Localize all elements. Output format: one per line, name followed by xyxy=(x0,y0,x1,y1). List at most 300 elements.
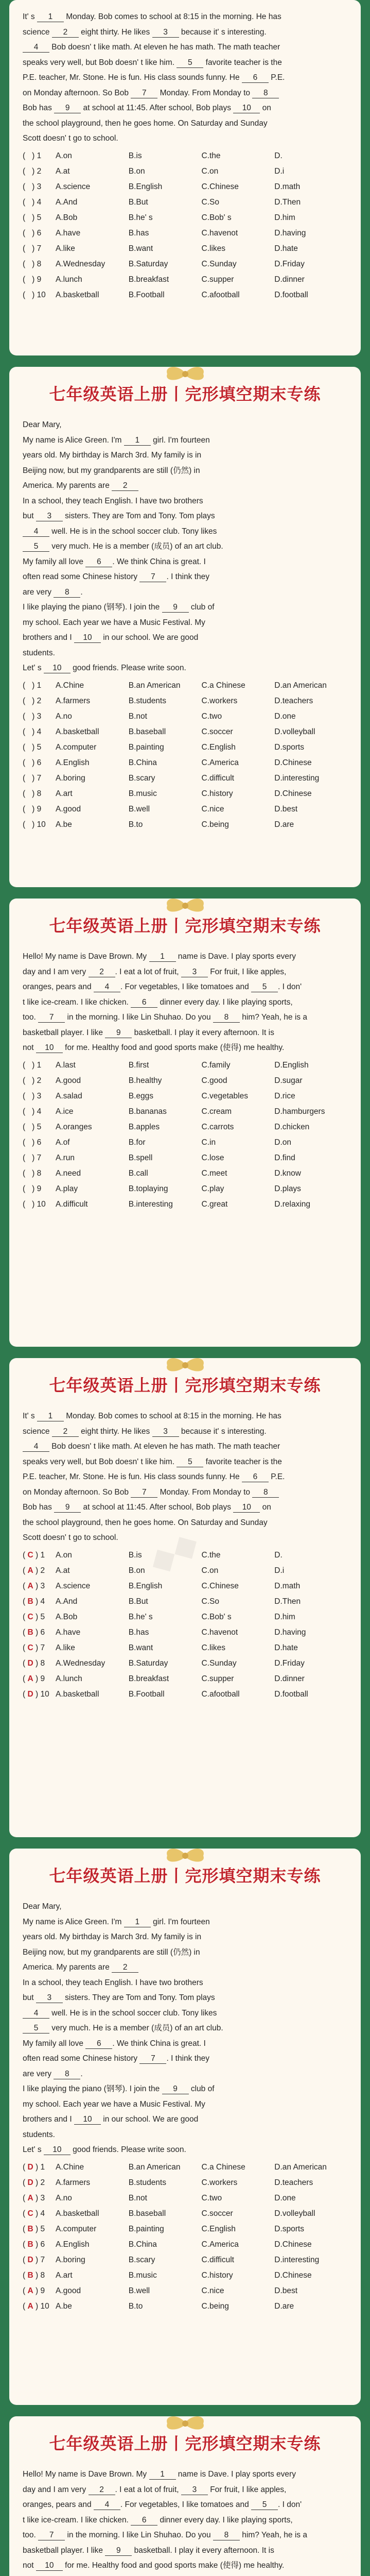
answer-bracket: ( D ) 2 xyxy=(23,2178,45,2187)
question-number: 7 xyxy=(40,1643,45,1652)
option-choice: A.Bob xyxy=(56,213,78,222)
text-segment: sisters. They are Tom and Tony. Tom plays xyxy=(62,512,215,520)
option-choice: D.one xyxy=(274,2193,296,2202)
option-choice: D.having xyxy=(274,228,306,238)
option-choice: A.computer xyxy=(56,2224,97,2233)
passage-line xyxy=(23,979,347,995)
option-choice: B.for xyxy=(128,1138,146,1147)
option-row xyxy=(23,755,347,771)
passage-line xyxy=(23,660,347,676)
option-choice: B.an American xyxy=(128,2162,181,2172)
text-segment: . I think they xyxy=(166,572,210,581)
passage-line xyxy=(23,539,347,554)
option-choice: A.And xyxy=(56,1597,78,1606)
text-segment: often read some Chinese history xyxy=(23,2054,140,2063)
option-choice: C.good xyxy=(201,1076,227,1085)
option-row xyxy=(23,802,347,817)
blank-number: 8 xyxy=(252,89,279,98)
option-choice: A.art xyxy=(56,2270,73,2280)
option-row xyxy=(23,2299,347,2314)
question-number: 4 xyxy=(40,1597,45,1606)
answer-letter: C xyxy=(27,1643,33,1652)
text-segment: Let' s xyxy=(23,664,44,672)
option-choice: C.America xyxy=(201,2240,239,2249)
text-segment: Beijing now, but my grandparents are still (仍然) in xyxy=(23,1947,200,1957)
option-choice: B.is xyxy=(128,1550,142,1560)
option-choice: D.Chinese xyxy=(274,758,312,767)
text-segment: in the morning. I like Lin Shuhao. Do you xyxy=(65,1013,213,1022)
option-choice: A.need xyxy=(56,1168,81,1178)
option-choice: C.likes xyxy=(201,244,226,253)
option-choice: D.one xyxy=(274,711,296,721)
question-number: 2 xyxy=(37,1076,42,1085)
question-number: 10 xyxy=(37,820,46,829)
option-choice: D.football xyxy=(274,290,308,299)
text-segment: day and I am very xyxy=(23,967,89,976)
text-segment: t like ice-cream. I like chicken. xyxy=(23,2515,131,2524)
option-choice: A.basketball xyxy=(56,290,99,299)
option-choice: C.afootball xyxy=(201,1689,240,1699)
text-segment: My name is Alice Green. I'm xyxy=(23,1917,124,1926)
option-choice: A.farmers xyxy=(56,2178,91,2187)
option-choice: D.Then xyxy=(274,197,301,207)
option-choice: D.plays xyxy=(274,1184,301,1193)
option-choice: D.having xyxy=(274,1628,306,1637)
option-choice: C.history xyxy=(201,2270,233,2280)
option-row xyxy=(23,678,347,693)
text-segment: him? Yeah, he is a xyxy=(239,2531,307,2539)
option-choice: D.Friday xyxy=(274,1658,305,1668)
answer-letter: A xyxy=(27,1581,33,1590)
option-row xyxy=(23,1197,347,1212)
option-row xyxy=(23,164,347,179)
text-segment: It' s xyxy=(23,1412,37,1420)
options-list xyxy=(23,1058,347,1212)
option-choice: B.scary xyxy=(128,773,155,783)
question-number: 8 xyxy=(40,1658,45,1668)
text-segment: dinner every day. I like playing sports, xyxy=(157,2515,293,2524)
option-choice: B.an American xyxy=(128,681,181,690)
passage-text xyxy=(23,949,347,1056)
answer-bracket: ( ) 4 xyxy=(23,1107,42,1116)
passage-line xyxy=(23,1515,347,1531)
text-segment: It' s xyxy=(23,12,37,21)
blank-number: 9 xyxy=(105,1028,132,1038)
text-segment: too. xyxy=(23,1013,39,1022)
option-choice: C.Chinese xyxy=(201,182,239,191)
option-choice: D. xyxy=(274,1550,283,1560)
text-segment: years old. My birthday is March 3rd. My family is in xyxy=(23,451,202,460)
option-choice: A.difficult xyxy=(56,1199,88,1209)
text-segment: Monday. From Monday to xyxy=(157,88,253,97)
question-number: 1 xyxy=(40,2162,45,2172)
answer-bracket: ( C ) 7 xyxy=(23,1643,45,1652)
answer-bracket: ( A ) 3 xyxy=(23,2193,45,2202)
blank-number: 10 xyxy=(36,1043,63,1053)
answer-bracket: ( ) 4 xyxy=(23,197,42,207)
passage-line xyxy=(23,585,347,600)
option-choice: B.China xyxy=(128,2240,157,2249)
option-row xyxy=(23,241,347,257)
options-list xyxy=(23,148,347,303)
blank-number: 1 xyxy=(124,1918,151,1927)
passage-line xyxy=(23,478,347,494)
text-segment: oranges, pears and xyxy=(23,982,94,991)
text-segment: In a school, they teach English. I have two brothers xyxy=(23,1978,203,1987)
question-number: 3 xyxy=(40,2193,45,2202)
text-segment: years old. My birthday is March 3rd. My family is in xyxy=(23,1933,202,1941)
option-choice: A.Chine xyxy=(56,681,84,690)
text-segment: Monday. From Monday to xyxy=(157,1487,253,1497)
option-choice: B.toplaying xyxy=(128,1184,168,1193)
passage-line xyxy=(23,86,347,101)
option-choice: C.difficult xyxy=(201,773,234,783)
option-choice: D.know xyxy=(274,1168,301,1178)
passage-line xyxy=(23,448,347,463)
option-choice: C.great xyxy=(201,1199,228,1209)
option-choice: A.be xyxy=(56,820,72,829)
option-choice: D.on xyxy=(274,1138,291,1147)
passage-line xyxy=(23,417,347,433)
card-1 xyxy=(9,0,361,355)
answer-letter: A xyxy=(27,2286,33,2295)
answer-bracket: ( ) 1 xyxy=(23,681,42,690)
passage-line xyxy=(23,600,347,615)
card-2 xyxy=(9,367,361,887)
question-number: 1 xyxy=(37,151,42,160)
question-number: 9 xyxy=(40,2286,45,2295)
answer-letter: A xyxy=(27,1566,33,1575)
passage-line xyxy=(23,630,347,646)
blank-number: 5 xyxy=(251,982,278,992)
option-choice: A.ice xyxy=(56,1107,74,1116)
text-segment: in the morning. I like Lin Shuhao. Do you xyxy=(65,2531,213,2539)
option-choice: C.lose xyxy=(201,1153,224,1162)
option-choice: D.Chinese xyxy=(274,2240,312,2249)
option-choice: D.Friday xyxy=(274,259,305,268)
blank-number: 5 xyxy=(177,1458,203,1467)
option-choice: B.well xyxy=(128,804,150,814)
question-number: 8 xyxy=(37,1168,42,1178)
text-segment: Monday. Bob comes to school at 8:15 in the morning. He has xyxy=(63,1412,281,1420)
option-choice: B.interesting xyxy=(128,1199,173,1209)
option-choice: B.first xyxy=(128,1060,149,1070)
answer-bracket: ( D ) 8 xyxy=(23,1658,45,1668)
option-choice: B.music xyxy=(128,2270,157,2280)
text-segment: basketball. I play it every afternoon. It is xyxy=(132,2546,274,2555)
text-segment: P.E. xyxy=(268,73,285,82)
option-choice: D.interesting xyxy=(274,773,320,783)
option-row xyxy=(23,1579,347,1594)
answer-bracket: ( ) 2 xyxy=(23,696,42,705)
option-row xyxy=(23,1548,347,1563)
passage-line xyxy=(23,1040,347,1056)
answer-bracket: ( D ) 7 xyxy=(23,2255,45,2264)
option-choice: A.on xyxy=(56,151,72,160)
question-number: 6 xyxy=(40,2240,45,2249)
option-choice: C.workers xyxy=(201,696,238,705)
answer-bracket: ( ) 2 xyxy=(23,166,42,176)
text-segment: speaks very well, but Bob doesn' t like him. xyxy=(23,58,177,67)
text-segment: basketball player. I like xyxy=(23,1028,105,1037)
text-segment: . For vegetables, I like tomatoes and xyxy=(120,982,252,991)
option-choice: A.computer xyxy=(56,742,97,752)
option-choice: B.to xyxy=(128,820,143,829)
option-choice: B.has xyxy=(128,228,149,238)
blank-number: 9 xyxy=(54,1503,81,1513)
card-header xyxy=(23,2416,347,2467)
question-number: 5 xyxy=(37,742,42,752)
option-choice: A.Wednesday xyxy=(56,259,105,268)
option-choice: D.sports xyxy=(274,2224,304,2233)
option-row xyxy=(23,786,347,802)
passage-text xyxy=(23,2467,347,2573)
text-segment: students. xyxy=(23,648,55,657)
option-choice: A.English xyxy=(56,2240,90,2249)
card-header xyxy=(23,1358,347,1409)
text-segment: my school. Each year we have a Music Festival. My xyxy=(23,618,205,627)
passage-line xyxy=(23,433,347,448)
passage-line xyxy=(23,1454,347,1470)
option-choice: C.play xyxy=(201,1184,224,1193)
text-segment: good friends. Please write soon. xyxy=(70,2145,186,2154)
answer-bracket: ( C ) 1 xyxy=(23,1550,45,1560)
option-choice: A.basketball xyxy=(56,1689,99,1699)
answer-bracket: ( ) 3 xyxy=(23,182,42,191)
option-row xyxy=(23,1166,347,1181)
option-choice: C.carrots xyxy=(201,1122,234,1131)
text-segment: For fruit, I like apples, xyxy=(207,967,287,976)
option-row xyxy=(23,1656,347,1671)
passage-line xyxy=(23,1439,347,1454)
option-choice: A.basketball xyxy=(56,727,99,736)
question-number: 8 xyxy=(37,259,42,268)
passage-line xyxy=(23,2006,347,2021)
text-segment: in our school. We are good xyxy=(100,2115,199,2124)
option-row xyxy=(23,2222,347,2237)
text-segment: the school playground, then he goes home. On Saturday and Sunday xyxy=(23,118,268,128)
option-choice: D.volleyball xyxy=(274,727,315,736)
option-choice: C.two xyxy=(201,711,222,721)
answer-bracket: ( A ) 10 xyxy=(23,2301,49,2311)
option-choice: B.breakfast xyxy=(128,275,169,284)
question-number: 9 xyxy=(40,1674,45,1683)
passage-line xyxy=(23,509,347,524)
option-choice: B.has xyxy=(128,1628,149,1637)
text-segment: well. He is in the school soccer club. Tony likes xyxy=(49,2008,217,2018)
option-choice: A.be xyxy=(56,2301,72,2311)
blank-number: 1 xyxy=(37,1412,64,1421)
text-segment: Bob has xyxy=(23,104,55,112)
option-choice: B.But xyxy=(128,197,148,207)
blank-number: 3 xyxy=(181,968,208,977)
text-segment: name is Dave. I play sports every xyxy=(175,952,296,961)
passage-line xyxy=(23,2497,347,2513)
option-choice: D.Chinese xyxy=(274,789,312,798)
option-choice: B.not xyxy=(128,711,147,721)
text-segment: brothers and I xyxy=(23,2115,74,2124)
option-choice: C.on xyxy=(201,1566,219,1575)
option-choice: A.English xyxy=(56,758,90,767)
option-choice: B.on xyxy=(128,1566,145,1575)
question-number: 1 xyxy=(40,1550,45,1560)
text-segment: but xyxy=(23,512,36,520)
option-row xyxy=(23,1625,347,1640)
passage-line xyxy=(23,131,347,146)
text-segment: for me. Healthy food and good sports make (使得) me healthy. xyxy=(62,2561,285,2570)
option-choice: B.scary xyxy=(128,2255,155,2264)
question-number: 3 xyxy=(37,1091,42,1100)
blank-number: 8 xyxy=(54,2070,80,2079)
question-number: 5 xyxy=(40,1612,45,1621)
text-segment: in our school. We are good xyxy=(100,633,199,642)
passage-line xyxy=(23,2142,347,2158)
option-choice: C.family xyxy=(201,1060,231,1070)
option-choice: C.being xyxy=(201,820,229,829)
text-segment: My name is Alice Green. I'm xyxy=(23,435,124,445)
text-segment: America. My parents are xyxy=(23,1963,112,1972)
option-row xyxy=(23,2237,347,2252)
option-choice: A.science xyxy=(56,182,91,191)
passage-text xyxy=(23,1899,347,2158)
option-row xyxy=(23,272,347,287)
question-number: 5 xyxy=(37,213,42,222)
watermark: ◆◆ xyxy=(142,1523,205,1582)
blank-number: 3 xyxy=(181,2485,208,2495)
answer-bracket: ( B ) 8 xyxy=(23,2270,45,2280)
text-segment: good friends. Please write soon. xyxy=(70,664,186,672)
text-segment: favorite teacher is the xyxy=(203,58,282,67)
option-choice: D.are xyxy=(274,2301,294,2311)
option-choice: B.on xyxy=(128,166,145,176)
option-choice: A.boring xyxy=(56,2255,85,2264)
blank-number: 1 xyxy=(149,2470,176,2480)
option-choice: C.havenot xyxy=(201,228,238,238)
answer-bracket: ( ) 8 xyxy=(23,259,42,268)
option-choice: C.Bob' s xyxy=(201,1612,232,1621)
question-number: 8 xyxy=(40,2270,45,2280)
blank-number: 6 xyxy=(242,1472,269,1482)
text-segment: Bob doesn' t like math. At eleven he has math. The math teacher xyxy=(49,43,280,52)
text-segment: sisters. They are Tom and Tony. Tom plays xyxy=(62,1993,215,2002)
option-choice: B.Saturday xyxy=(128,1658,168,1668)
answer-bracket: ( ) 10 xyxy=(23,290,46,299)
option-choice: A.basketball xyxy=(56,2209,99,2218)
option-choice: D.i xyxy=(274,166,285,176)
question-number: 2 xyxy=(40,1566,45,1575)
text-segment: on Monday afternoon. So Bob xyxy=(23,88,131,97)
option-choice: D.hate xyxy=(274,244,298,253)
question-number: 9 xyxy=(37,804,42,814)
blank-number: 9 xyxy=(105,2546,132,2556)
blank-number: 6 xyxy=(85,557,112,567)
text-segment: P.E. teacher, Mr. Stone. He is fun. His class sounds funny. He xyxy=(23,73,242,82)
option-choice: D.find xyxy=(274,1153,295,1162)
passage-line xyxy=(23,1424,347,1439)
text-segment: on xyxy=(260,1503,271,1512)
text-segment: are very xyxy=(23,2069,54,2078)
blank-number: 3 xyxy=(152,28,179,38)
option-choice: B.China xyxy=(128,758,157,767)
blank-number: 2 xyxy=(112,1963,138,1973)
question-number: 4 xyxy=(37,197,42,207)
text-segment: not xyxy=(23,2561,36,2570)
option-choice: D.an American xyxy=(274,2162,327,2172)
blank-number: 6 xyxy=(131,998,157,1008)
passage-line xyxy=(23,1960,347,1975)
passage-line xyxy=(23,2021,347,2036)
option-choice: B.Saturday xyxy=(128,259,168,268)
option-row xyxy=(23,693,347,709)
option-choice: D.English xyxy=(274,1060,309,1070)
answer-letter: D xyxy=(27,2255,33,2264)
option-choice: C.supper xyxy=(201,1674,234,1683)
option-row xyxy=(23,1594,347,1609)
option-row xyxy=(23,2160,347,2175)
passage-line xyxy=(23,40,347,55)
passage-line xyxy=(23,9,347,25)
option-choice: C.English xyxy=(201,2224,236,2233)
text-segment: Bob has xyxy=(23,1503,55,1512)
blank-number: 8 xyxy=(213,1013,240,1023)
passage-line xyxy=(23,1469,347,1485)
passage-line xyxy=(23,2543,347,2558)
option-choice: B.Football xyxy=(128,290,165,299)
answer-letter: D xyxy=(27,2162,33,2172)
option-choice: B.he' s xyxy=(128,1612,153,1621)
text-segment: Hello! My name is Dave Brown. My xyxy=(23,2470,149,2479)
answer-bracket: ( C ) 5 xyxy=(23,1612,45,1621)
option-row xyxy=(23,1687,347,1702)
answer-bracket: ( ) 8 xyxy=(23,1168,42,1178)
option-choice: D.math xyxy=(274,1581,301,1590)
question-number: 2 xyxy=(37,166,42,176)
passage-line xyxy=(23,1975,347,1991)
card-header xyxy=(23,1849,347,1899)
option-choice: A.art xyxy=(56,789,73,798)
option-choice: C.being xyxy=(201,2301,229,2311)
text-segment: speaks very well, but Bob doesn' t like him. xyxy=(23,1457,177,1466)
text-segment: day and I am very xyxy=(23,2485,89,2494)
text-segment: oranges, pears and xyxy=(23,2500,94,2509)
option-choice: B.painting xyxy=(128,742,164,752)
option-choice: C.Bob' s xyxy=(201,213,232,222)
option-row xyxy=(23,724,347,740)
option-row xyxy=(23,1058,347,1073)
blank-number: 2 xyxy=(89,968,115,977)
blank-number: 2 xyxy=(89,2485,115,2495)
answer-bracket: ( B ) 5 xyxy=(23,2224,45,2233)
blank-number: 9 xyxy=(162,603,189,613)
question-number: 6 xyxy=(37,1138,42,1147)
option-choice: A.like xyxy=(56,244,75,253)
blank-number: 10 xyxy=(233,104,260,113)
answer-bracket: ( ) 6 xyxy=(23,228,42,238)
option-choice: A.salad xyxy=(56,1091,82,1100)
blank-number: 1 xyxy=(37,12,64,22)
option-choice: C.Sunday xyxy=(201,1658,237,1668)
option-choice: B.well xyxy=(128,2286,150,2295)
text-segment: dinner every day. I like playing sports, xyxy=(157,997,293,1007)
page-title: 七年级英语上册丨完形填空期末专练 xyxy=(49,1866,321,1886)
text-segment: Bob doesn' t like math. At eleven he has math. The math teacher xyxy=(49,1442,280,1451)
option-choice: C.nice xyxy=(201,2286,224,2295)
passage-line xyxy=(23,2127,347,2143)
blank-number: 4 xyxy=(23,43,49,53)
option-choice: C.America xyxy=(201,758,239,767)
passage-line xyxy=(23,2513,347,2528)
option-choice: A.at xyxy=(56,1566,70,1575)
